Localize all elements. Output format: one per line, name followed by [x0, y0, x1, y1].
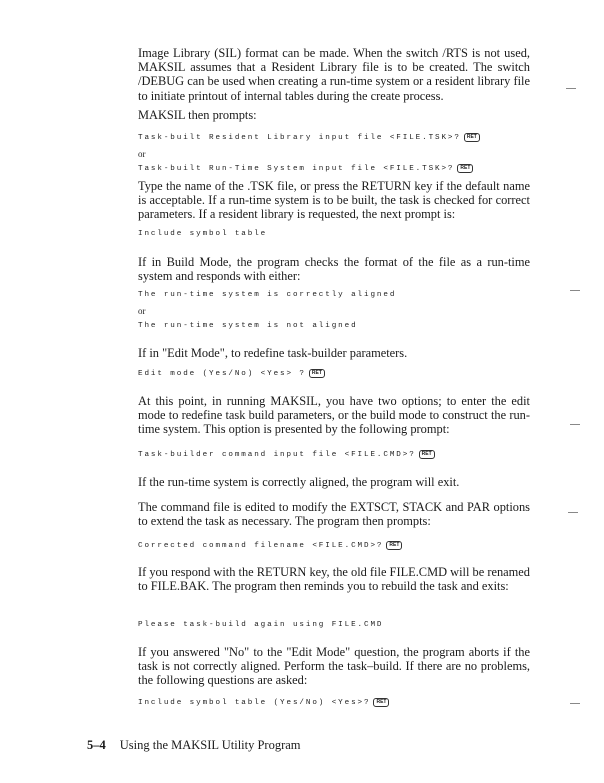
- return-key-icon: RET: [373, 698, 389, 707]
- or-label: or: [138, 306, 146, 316]
- return-key-icon: RET: [419, 450, 435, 459]
- or-label: or: [138, 149, 146, 159]
- return-key-paragraph: If you respond with the RETURN key, the old file FILE.CMD will be renamed to FILE.BAK. The program then reminds you to rebuild the task and exits:: [138, 565, 530, 594]
- return-key-icon: RET: [309, 369, 325, 378]
- abort-paragraph: If you answered "No" to the "Edit Mode" question, the program aborts if the task is not correctly aligned. Perform the task–build. If there are no problems, the following questions are asked:: [138, 645, 530, 688]
- return-key-icon: RET: [457, 164, 473, 173]
- tsk-file-paragraph: Type the name of the .TSK file, or press the RETURN key if the default name is acceptable. If a run-time system is to be built, the task is checked for correct parameters. If a resident library is requested, the next prompt is:: [138, 179, 530, 222]
- code-line-run-time-system: Task-built Run-Time System input file <FILE.TSK>? RET: [138, 164, 473, 174]
- code-line-include-symbol-yes-no: Include symbol table (Yes/No) <Yes>? RET: [138, 698, 389, 708]
- code-line-correctly-aligned: The run-time system is correctly aligned: [138, 291, 397, 299]
- code-line-resident-library: Task-built Resident Library input file <FILE.TSK>? RET: [138, 133, 480, 143]
- code-line-include-symbol: Include symbol table: [138, 230, 268, 238]
- margin-mark: [568, 512, 578, 513]
- return-key-icon: RET: [386, 541, 402, 550]
- return-key-icon: RET: [464, 133, 480, 142]
- footer-title: Using the MAKSIL Utility Program: [119, 738, 301, 752]
- code-line-edit-mode: Edit mode (Yes/No) <Yes> ? RET: [138, 369, 325, 379]
- margin-mark: [570, 424, 580, 425]
- margin-mark: [570, 703, 580, 704]
- page-number: 5–4: [87, 738, 106, 752]
- code-line-corrected-command: Corrected command filename <FILE.CMD>? RET: [138, 541, 402, 551]
- build-mode-paragraph: If in Build Mode, the program checks the format of the file as a run-time system and responds with either:: [138, 255, 530, 284]
- prompts-intro: MAKSIL then prompts:: [138, 108, 257, 122]
- code-line-task-builder-command: Task-builder command input file <FILE.CMD>? RET: [138, 450, 435, 460]
- command-file-paragraph: The command file is edited to modify the EXTSCT, STACK and PAR options to extend the task as necessary. The program then prompts:: [138, 500, 530, 529]
- edit-mode-paragraph: If in "Edit Mode", to redefine task-builder parameters.: [138, 346, 408, 360]
- options-paragraph: At this point, in running MAKSIL, you have two options; to enter the edit mode to redefine task build parameters, or the build mode to construct the run-time system. This option is presented by the following prompt:: [138, 394, 530, 437]
- intro-paragraph: Image Library (SIL) format can be made. When the switch /RTS is not used, MAKSIL assumes that a Resident Library file is to be created. The switch /DEBUG can be used when creating a run-time system or a resident library file to initiate printout of internal tables during the create process.: [138, 46, 530, 103]
- page-footer: [87, 738, 301, 753]
- margin-mark: [570, 290, 580, 291]
- exit-paragraph: If the run-time system is correctly aligned, the program will exit.: [138, 475, 460, 489]
- code-line-not-aligned: The run-time system is not aligned: [138, 322, 358, 330]
- code-line-rebuild-reminder: Please task-build again using FILE.CMD: [138, 621, 384, 629]
- margin-mark: [566, 88, 576, 89]
